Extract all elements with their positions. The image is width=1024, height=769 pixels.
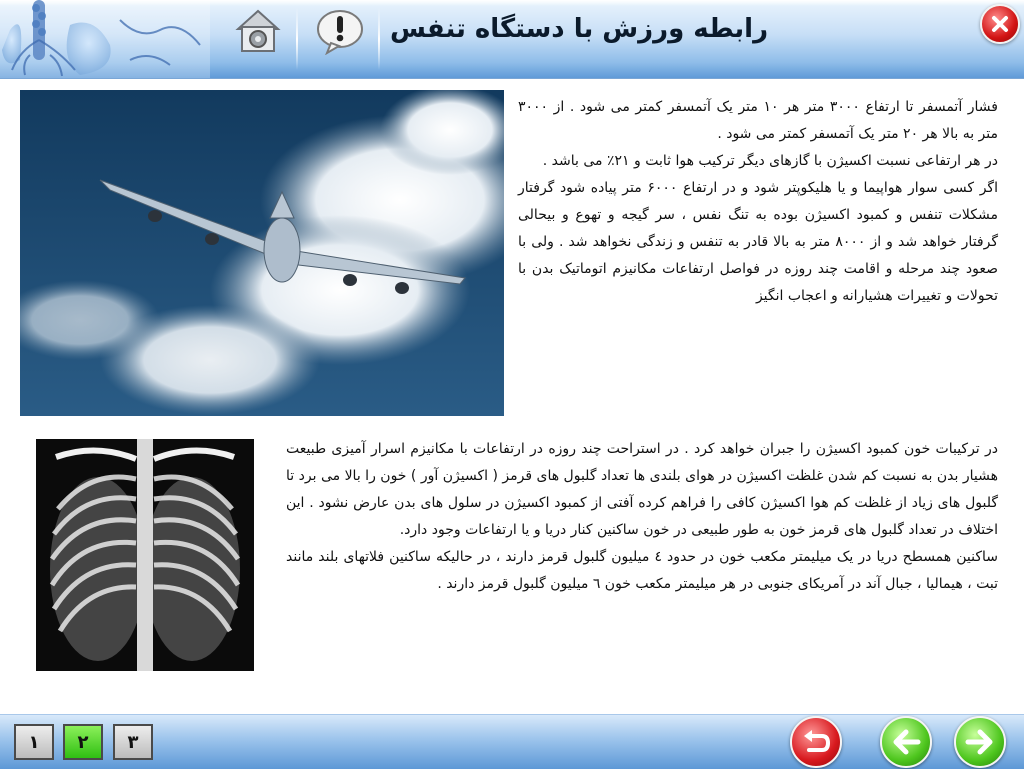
paragraph: اگر کسی سوار هواپیما و یا هلیکوپتر شود و در ارتفاع ۶۰۰۰ متر پیاده شود گرفتار مشکلات تنفس و کمبود اکسیژن بوده به تنگ نفس ، سر گیجه و تهوع و بیحالی گرفتار خواهد شد و از ۸۰۰۰ متر به بالا قادر به تنفس و زندگی نخواهد شد . ولی با صعود چند مرحله و اقامت چند روزه در فواصل ارتفاعات مکانیزم اتوماتیک بدن با تحولات و تغییرات هشیارانه و اعجاب انگیز [518,180,999,304]
upper-text [518,94,998,310]
paragraph: در ترکیبات خون کمبود اکسیژن را جبران خواهد کرد . در استراحت چند روزه در ارتفاعات با مکانیزم اسرار آمیزی طبیعت هشیار بدن به نسبت کم شدن غلظت اکسیژن در هوای بلندی ها تعداد گلبول های قرمز ( اکسیژن آور ) خون را بالا می برد تا گلبول های زیاد از غلظت کم هوا اکسیژن کافی را فراهم کرده آفتی از کمبود اکسیژن در سلول های بدن عارض نشود . این اختلاف در تعداد گلبول های قرمز خون به طور طبیعی در خون ساکنین کنار دریا و یا ارتفاعات وجود دارد. [286,441,998,538]
info-button[interactable] [314,5,366,57]
arrow-left-icon [890,727,922,757]
paragraph: در هر ارتفاعی نسبت اکسیژن با گازهای دیگر ترکیب هوا ثابت و ۲۱٪ می باشد . [542,153,998,169]
paragraph: ساکنین همسطح دریا در یک میلیمتر مکعب خون در حدود ٤ میلیون گلبول قرمز دارند ، در حالیکه ساکنین فلاتهای بلند مانند تبت ، هیمالیا ، جبال آند در آمریکای جنوبی در هر میلیمتر مکعب خون ٦ میلیون گلبول قرمز دارند . [286,549,998,592]
back-button[interactable] [790,716,842,768]
header-bar [0,0,1024,79]
footer-bar [0,714,1024,769]
next-button[interactable] [954,716,1006,768]
airplane-photo [20,90,504,416]
lungs-illustration [0,0,210,78]
return-arrow-icon [801,727,831,757]
header-separator [296,8,298,70]
page-title: رابطه ورزش با دستگاه تنفس [390,14,769,44]
close-x-icon [990,14,1010,34]
xray-photo [36,439,254,671]
header-separator [378,8,380,70]
arrow-right-icon [964,727,996,757]
chest-xray-photo [36,439,254,671]
exclamation-icon [315,7,365,55]
close-button[interactable] [980,4,1020,44]
page-button-1[interactable]: ۱ [14,724,54,760]
page-button-3[interactable]: ۳ [113,724,153,760]
paragraph: فشار آتمسفر تا ارتفاع ۳۰۰۰ متر هر ۱۰ متر یک آتمسفر کمتر می شود . از ۳۰۰۰ متر به بالا هر ۲۰ متر یک آتمسفر کمتر می شود . [518,99,998,142]
lower-text [286,436,998,598]
home-button[interactable] [232,5,284,57]
home-gear-icon [234,7,282,55]
airplane-in-clouds-photo [20,90,504,416]
page-button-2[interactable]: ۲ [63,724,103,760]
previous-button[interactable] [880,716,932,768]
